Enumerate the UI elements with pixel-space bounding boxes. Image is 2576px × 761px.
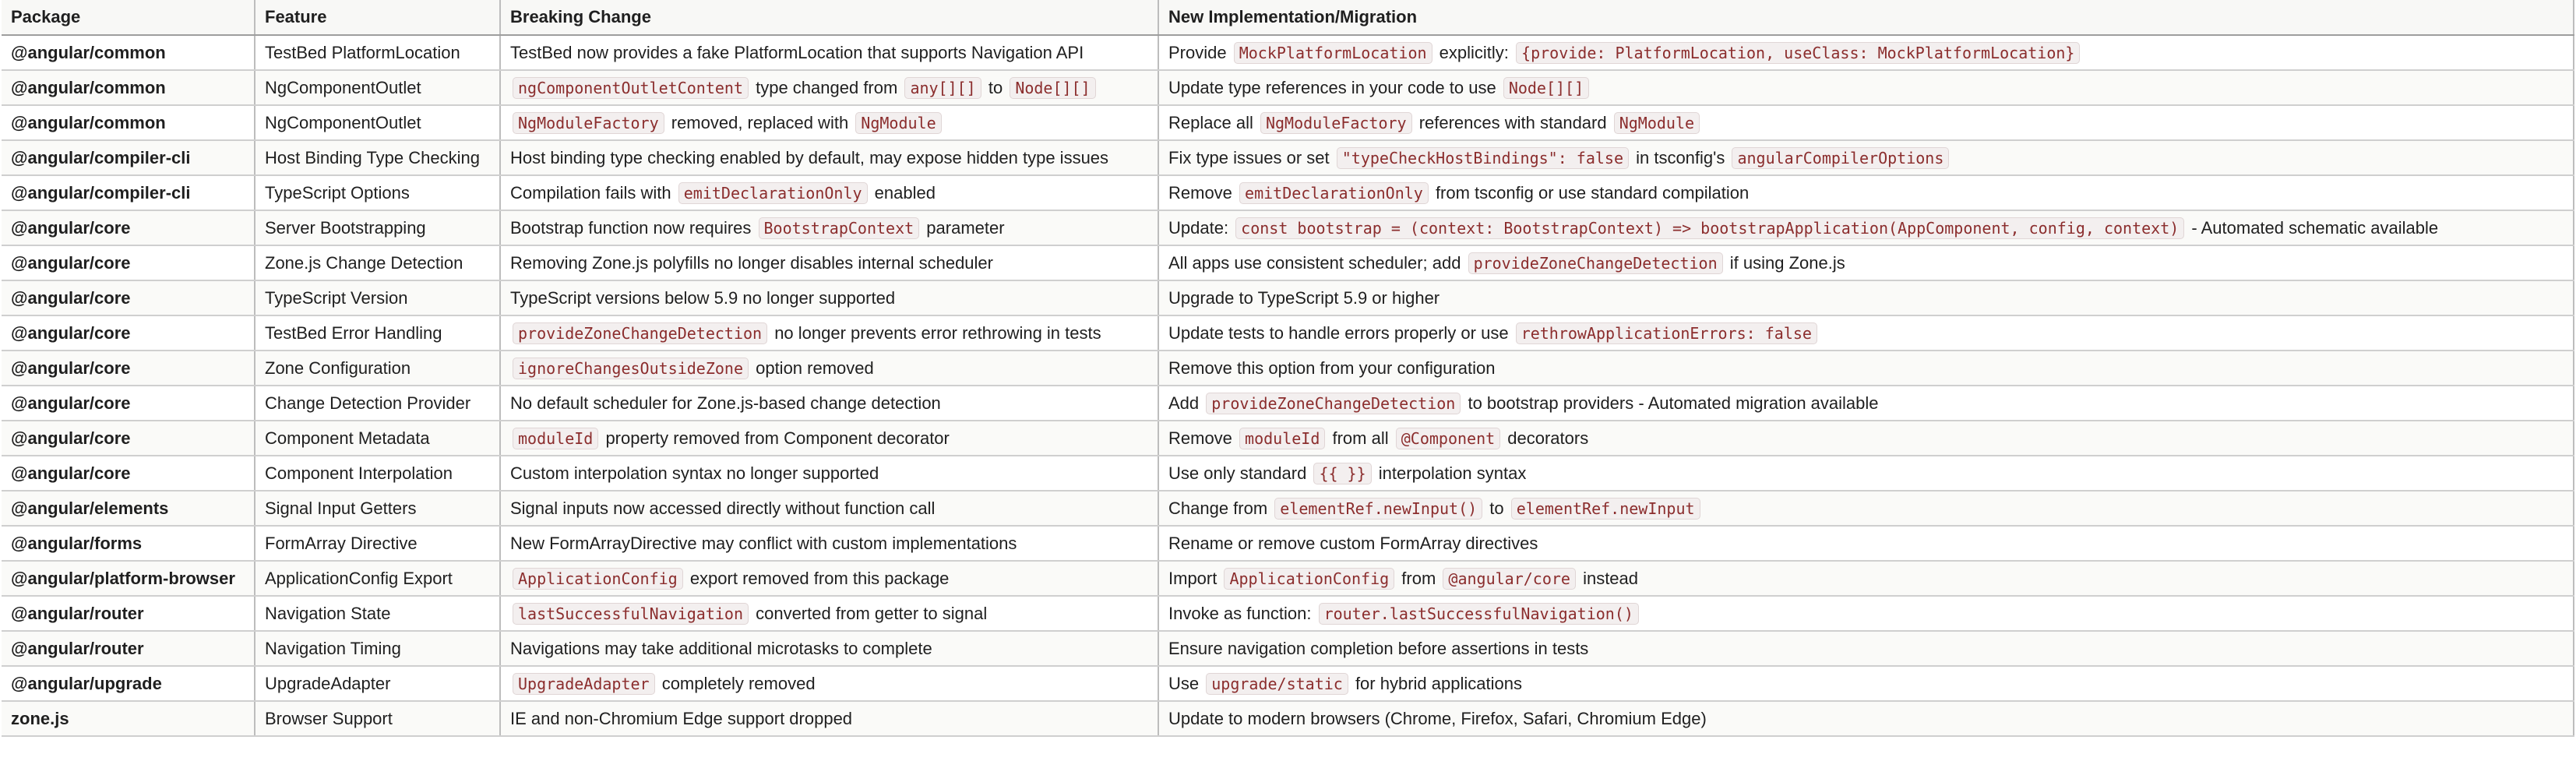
cell-text: to [983,77,1008,97]
migration-cell [1158,245,2574,280]
table-row [2,315,2574,351]
breaking-change-cell [500,70,1158,105]
cell-text: No default scheduler for Zone.js-based change detection [510,393,941,413]
cell-text: export removed from this package [685,568,950,588]
cell-text: Bootstrap function now requires [510,217,756,238]
migration-cell [1158,140,2574,175]
code-snippet: angularCompilerOptions [1732,147,1949,169]
migration-cell [1158,526,2574,561]
migration-cell [1158,105,2574,140]
code-snippet: {{ }} [1313,463,1371,484]
cell-text: Rename or remove custom FormArray directives [1168,533,1538,553]
cell-text: - Automated schematic available [2187,217,2439,238]
code-snippet: provideZoneChangeDetection [1206,393,1461,414]
cell-text: Change from [1168,498,1273,518]
package-cell: @angular/upgrade [2,666,255,701]
cell-text: Signal inputs now accessed directly without function call [510,498,936,518]
breaking-change-cell [500,701,1158,736]
feature-cell: NgComponentOutlet [255,105,500,140]
cell-text: to [1485,498,1509,518]
code-snippet: moduleId [1239,428,1325,449]
cell-text: from all [1327,428,1394,448]
feature-cell: Signal Input Getters [255,491,500,526]
cell-text: Invoke as function: [1168,603,1316,623]
package-cell: @angular/core [2,456,255,491]
package-cell: @angular/core [2,210,255,245]
code-snippet: moduleId [513,428,598,449]
cell-text: if using Zone.js [1725,252,1845,273]
cell-text: type changed from [750,77,903,97]
package-cell: @angular/forms [2,526,255,561]
migration-cell [1158,175,2574,210]
code-snippet: @Component [1396,428,1500,449]
package-cell: @angular/core [2,351,255,386]
table-row [2,666,2574,701]
cell-text: Remove [1168,182,1238,203]
breaking-change-cell [500,140,1158,175]
cell-text: Remove [1168,428,1238,448]
cell-text: Fix type issues or set [1168,147,1334,167]
cell-text: interpolation syntax [1373,463,1527,483]
breaking-change-cell [500,386,1158,421]
package-cell: @angular/router [2,596,255,631]
migration-cell [1158,421,2574,456]
breaking-change-cell [500,631,1158,666]
cell-text: to bootstrap providers - Automated migration available [1463,393,1879,413]
breaking-change-cell [500,491,1158,526]
cell-text: decorators [1503,428,1589,448]
header-migration: New Implementation/Migration [1158,0,2574,35]
cell-text: Host binding type checking enabled by default, may expose hidden type issues [510,147,1109,167]
migration-cell [1158,596,2574,631]
breaking-change-cell [500,456,1158,491]
feature-cell: Zone.js Change Detection [255,245,500,280]
breaking-change-cell [500,105,1158,140]
code-snippet: NgModuleFactory [1260,112,1412,134]
package-cell: @angular/core [2,421,255,456]
cell-text: Update tests to handle errors properly or use [1168,322,1514,343]
table-row [2,631,2574,666]
code-snippet: Node[][] [1503,77,1589,99]
table-row [2,701,2574,736]
table-body [2,35,2574,736]
feature-cell: Zone Configuration [255,351,500,386]
cell-text: Import [1168,568,1222,588]
code-snippet: provideZoneChangeDetection [513,322,767,344]
cell-text: converted from getter to signal [750,603,988,623]
cell-text: Removing Zone.js polyfills no longer disables internal scheduler [510,252,993,273]
code-snippet: provideZoneChangeDetection [1468,252,1723,274]
package-cell: @angular/compiler-cli [2,140,255,175]
code-snippet: BootstrapContext [759,217,920,239]
code-snippet: UpgradeAdapter [513,673,655,695]
migration-cell [1158,70,2574,105]
migration-cell [1158,456,2574,491]
cell-text: no longer prevents error rethrowing in tests [770,322,1101,343]
package-cell: @angular/core [2,280,255,315]
feature-cell: Server Bootstrapping [255,210,500,245]
package-cell: @angular/platform-browser [2,561,255,596]
cell-text: Navigations may take additional microtasks to complete [510,638,932,658]
table-row [2,526,2574,561]
cell-text: explicitly: [1434,42,1514,62]
package-cell: @angular/core [2,315,255,351]
table-row [2,175,2574,210]
table-row [2,491,2574,526]
code-snippet: rethrowApplicationErrors: false [1516,322,1817,344]
breaking-change-cell [500,175,1158,210]
package-cell: @angular/router [2,631,255,666]
breaking-change-cell [500,315,1158,351]
package-cell: @angular/common [2,35,255,70]
migration-cell [1158,701,2574,736]
table-row [2,35,2574,70]
migration-cell [1158,351,2574,386]
breaking-change-cell [500,596,1158,631]
cell-text: from tsconfig or use standard compilation [1430,182,1750,203]
package-cell: @angular/core [2,245,255,280]
table-row [2,140,2574,175]
table-header [2,0,2574,35]
feature-cell: NgComponentOutlet [255,70,500,105]
code-snippet: @angular/core [1443,568,1576,590]
cell-text: for hybrid applications [1350,673,1522,693]
cell-text: Update to modern browsers (Chrome, Firefox, Safari, Chromium Edge) [1168,708,1707,728]
cell-text: Use only standard [1168,463,1312,483]
cell-text: completely removed [657,673,816,693]
code-snippet: elementRef.newInput() [1274,498,1482,520]
cell-text: IE and non-Chromium Edge support dropped [510,708,853,728]
package-cell: @angular/core [2,386,255,421]
feature-cell: Component Metadata [255,421,500,456]
code-snippet: ApplicationConfig [1224,568,1394,590]
breaking-changes-table [2,0,2574,737]
breaking-change-cell [500,421,1158,456]
feature-cell: Browser Support [255,701,500,736]
feature-cell: ApplicationConfig Export [255,561,500,596]
cell-text: in tsconfig's [1630,147,1730,167]
code-snippet: NgModule [1614,112,1700,134]
code-snippet: NgModuleFactory [513,112,664,134]
code-snippet: lastSuccessfulNavigation [513,603,749,625]
migration-cell [1158,561,2574,596]
cell-text: option removed [750,358,874,378]
feature-cell: Host Binding Type Checking [255,140,500,175]
code-snippet: {provide: PlatformLocation, useClass: MockPlatformLocation} [1516,42,2080,64]
feature-cell: TypeScript Options [255,175,500,210]
code-snippet: upgrade/static [1206,673,1348,695]
table-row [2,245,2574,280]
breaking-change-cell [500,666,1158,701]
feature-cell: FormArray Directive [255,526,500,561]
cell-text: Compilation fails with [510,182,676,203]
table-row [2,70,2574,105]
code-snippet: ngComponentOutletContent [513,77,749,99]
cell-text: New FormArrayDirective may conflict with custom implementations [510,533,1017,553]
breaking-change-cell [500,35,1158,70]
cell-text: All apps use consistent scheduler; add [1168,252,1466,273]
header-feature: Feature [255,0,500,35]
header-breaking-change: Breaking Change [500,0,1158,35]
header-row [2,0,2574,35]
feature-cell: TestBed Error Handling [255,315,500,351]
table-row [2,456,2574,491]
migration-cell [1158,631,2574,666]
package-cell: @angular/common [2,70,255,105]
package-cell: zone.js [2,701,255,736]
cell-text: property removed from Component decorator [601,428,950,448]
migration-cell [1158,210,2574,245]
table-row [2,596,2574,631]
migration-cell [1158,280,2574,315]
cell-text: Upgrade to TypeScript 5.9 or higher [1168,287,1440,308]
cell-text: from [1397,568,1441,588]
cell-text: Use [1168,673,1204,693]
table-row [2,210,2574,245]
migration-cell [1158,666,2574,701]
cell-text: Replace all [1168,112,1258,132]
cell-text: Remove this option from your configuration [1168,358,1496,378]
table-row [2,105,2574,140]
cell-text: parameter [922,217,1005,238]
migration-cell [1158,491,2574,526]
code-snippet: emitDeclarationOnly [1239,182,1429,204]
feature-cell: TypeScript Version [255,280,500,315]
migration-cell [1158,386,2574,421]
feature-cell: Navigation State [255,596,500,631]
feature-cell: Navigation Timing [255,631,500,666]
feature-cell: Change Detection Provider [255,386,500,421]
cell-text: Update type references in your code to use [1168,77,1501,97]
table-row [2,351,2574,386]
breaking-change-cell [500,351,1158,386]
migration-cell [1158,315,2574,351]
table-row [2,280,2574,315]
cell-text: Provide [1168,42,1232,62]
cell-text: instead [1577,568,1639,588]
cell-text: removed, replaced with [666,112,854,132]
code-snippet: MockPlatformLocation [1234,42,1432,64]
code-snippet: Node[][] [1010,77,1095,99]
code-snippet: NgModule [855,112,941,134]
package-cell: @angular/compiler-cli [2,175,255,210]
package-cell: @angular/common [2,105,255,140]
cell-text: TestBed now provides a fake PlatformLocation that supports Navigation API [510,42,1084,62]
cell-text: Ensure navigation completion before assertions in tests [1168,638,1589,658]
table-row [2,386,2574,421]
cell-text: references with standard [1414,112,1612,132]
feature-cell: Component Interpolation [255,456,500,491]
breaking-change-cell [500,280,1158,315]
code-snippet: any[][] [904,77,981,99]
cell-text: Update: [1168,217,1234,238]
cell-text: Add [1168,393,1204,413]
feature-cell: TestBed PlatformLocation [255,35,500,70]
header-package: Package [2,0,255,35]
feature-cell: UpgradeAdapter [255,666,500,701]
breaking-change-cell [500,245,1158,280]
code-snippet: ignoreChangesOutsideZone [513,358,749,379]
migration-cell [1158,35,2574,70]
cell-text: enabled [869,182,936,203]
package-cell: @angular/elements [2,491,255,526]
breaking-change-cell [500,210,1158,245]
breaking-change-cell [500,526,1158,561]
breaking-change-cell [500,561,1158,596]
code-snippet: "typeCheckHostBindings": false [1337,147,1629,169]
code-snippet: const bootstrap = (context: BootstrapContext) => bootstrapApplication(AppComponent, config, context) [1235,217,2184,239]
code-snippet: emitDeclarationOnly [678,182,868,204]
cell-text: TypeScript versions below 5.9 no longer supported [510,287,896,308]
cell-text: Custom interpolation syntax no longer supported [510,463,879,483]
code-snippet: ApplicationConfig [513,568,683,590]
table-row [2,421,2574,456]
code-snippet: elementRef.newInput [1511,498,1700,520]
code-snippet: router.lastSuccessfulNavigation() [1319,603,1639,625]
table-row [2,561,2574,596]
